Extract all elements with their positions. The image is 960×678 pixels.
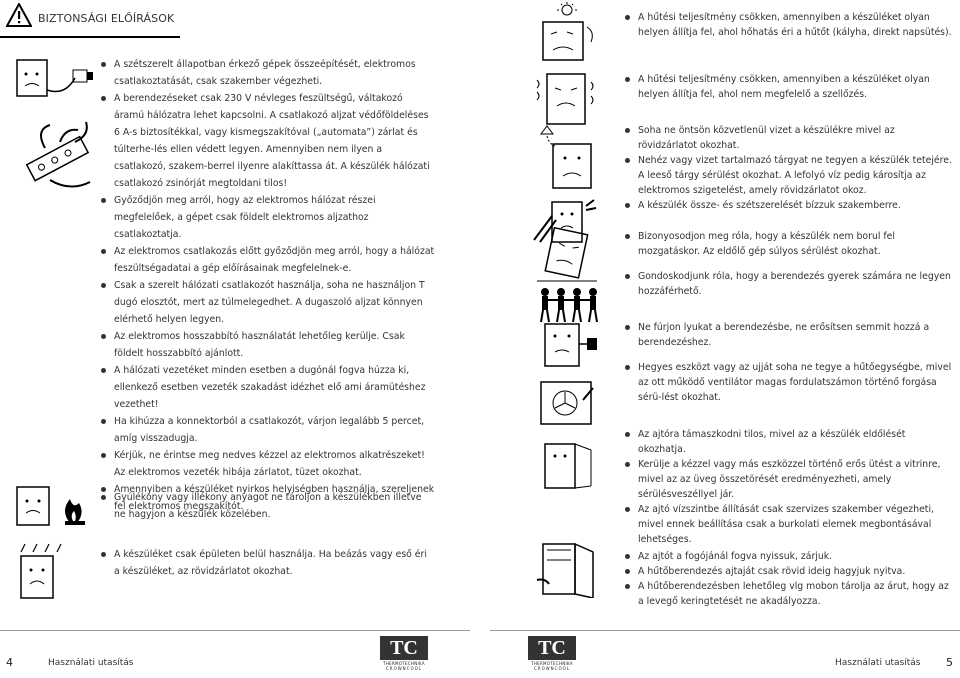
list-item: Az ajtót a fogójánál fogva nyissuk, zárjuk. xyxy=(624,549,952,564)
list-item: A hűtőberendezésben lehetőleg vlg mobon tárolja az árut, hogy az a levegő keringtetését ne akadályozza. xyxy=(624,579,952,609)
fridge-fan-illustration xyxy=(535,378,600,428)
page-number-right: 5 xyxy=(946,656,953,669)
brand-logo-right xyxy=(528,636,576,676)
list-item: A hűtőberendezés ajtaját csak rövid ideig hagyjuk nyitva. xyxy=(624,564,952,579)
fridge-sun-illustration xyxy=(535,2,600,64)
list-item: Az ajtó vízszintbe állítását csak szervizes szakember végezheti, mivel ennek beállítása csak a burkolati elemek megbontásával lehetséges. xyxy=(624,502,952,547)
fridge-door-lean-illustration xyxy=(535,440,600,490)
left-safety-list xyxy=(100,56,435,515)
fridge-fire-illustration xyxy=(15,483,100,528)
logo-letters: TC xyxy=(380,636,428,660)
fridge-drill-illustration xyxy=(535,320,600,368)
list-item: Ne fúrjon lyukat a berendezésbe, ne erősítsen semmit hozzá a berendezéshez. xyxy=(624,320,952,350)
right-bullet-9 xyxy=(624,360,952,405)
brand-logo-left xyxy=(380,636,428,676)
logo-line-1: THERMOTECHNIKA xyxy=(383,661,425,666)
list-item: Az ajtóra támaszkodni tilos, mivel az a készülék eldőlését okozhatja. xyxy=(624,427,952,457)
fridge-door-open-illustration xyxy=(535,540,600,598)
power-strip-illustration xyxy=(20,120,95,195)
page-number-left: 4 xyxy=(6,656,13,669)
right-bullets-3-5 xyxy=(624,123,952,213)
list-item: Kérjük, ne érintse meg nedves kézzel az elektromos alkatrészeket! Az elektromos vezeték hibája zárlatot, tüzet okozhat. xyxy=(100,447,435,481)
list-item: Nehéz vagy vizet tartalmazó tárgyat ne tegyen a készülék tetejére. A leeső tárgy sérülést okozhat. A lefolyó víz pedig károsítja az elektromos szigetelést, amely rövidzárlatot okoz. xyxy=(624,153,952,198)
fridge-tipping-illustration xyxy=(535,225,600,283)
list-item: Csak a szerelt hálózati csatlakozót használja, soha ne használjon T dugó elosztót, mert az túlmelegedhet. A dugaszoló aljzat könnyen elérhető helyen legyen. xyxy=(100,277,435,328)
left-indoor-list xyxy=(100,546,435,580)
list-item: Ha kihúzza a konnektorból a csatlakozót, várjon legalább 5 percet, amíg visszadugja. xyxy=(100,413,435,447)
section-header xyxy=(0,0,175,36)
list-item: A készülék össze- és szétszerelését bízzuk szakemberre. xyxy=(624,198,952,213)
right-bullet-6 xyxy=(624,229,952,259)
list-item: Győződjön meg arról, hogy az elektromos hálózat részei megfelelőek, a gépet csak földelt elektromos aljzathoz csatlakoztatja. xyxy=(100,192,435,243)
list-item: Gyúlékony vagy illékony anyagot ne tároljon a készülékben illetve ne hagyjon a készülék közelében. xyxy=(100,489,435,523)
list-item: A készüléket csak épületen belül használja. Ha beázás vagy eső éri a készüléket, az rövidzárlatot okozhat. xyxy=(100,546,435,580)
right-bullet-7 xyxy=(624,269,952,299)
list-item: A hűtési teljesítmény csökken, amennyiben a készüléket olyan helyen állítja fel, ahol hőhatás éri a hűtőt (kályha, direkt napsütés). xyxy=(624,10,952,40)
list-item: Kerülje a kézzel vagy más eszközzel történő erős ütést a vitrinre, mivel az az üveg összetörését eredményezheti, amely sérülésveszéllyel jár. xyxy=(624,457,952,502)
right-bullet-8 xyxy=(624,320,952,350)
header-rule xyxy=(0,36,180,38)
fridge-rain-illustration xyxy=(15,542,100,602)
fridge-ventilation-illustration xyxy=(535,70,600,128)
fridge-water-illustration xyxy=(535,122,600,190)
list-item: A hűtési teljesítmény csökken, amennyiben a készüléket olyan helyen állítja fel, ahol nem megfelelő a szellőzés. xyxy=(624,72,952,102)
left-flammable-list xyxy=(100,489,435,523)
list-item: Gondoskodjunk róla, hogy a berendezés gyerek számára ne legyen hozzáférhető. xyxy=(624,269,952,299)
right-bullet-1 xyxy=(624,10,952,40)
logo-letters: TC xyxy=(528,636,576,660)
right-bullets-10-12 xyxy=(624,427,952,547)
list-item: Bizonyosodjon meg róla, hogy a készülék nem borul fel mozgatáskor. Az eldőlő gép súlyos sérülést okozhat. xyxy=(624,229,952,259)
logo-line-2: CROWNCOOL xyxy=(534,666,570,671)
fridge-plug-illustration xyxy=(15,56,100,101)
warning-triangle-icon xyxy=(6,3,32,27)
list-item: Az elektromos hosszabbító használatát lehetőleg kerülje. Csak földelt hosszabbító ajánlott. xyxy=(100,328,435,362)
footer-text-right: Használati utasítás xyxy=(835,658,921,668)
list-item: Amennyiben a készüléket nyirkos helyiségben használja, szereljenek fel elektromos megszakítót. xyxy=(100,481,435,515)
footer-text-left: Használati utasítás xyxy=(48,658,134,668)
footer-rule-left xyxy=(0,630,470,631)
list-item: A berendezéseket csak 230 V névleges feszültségű, váltakozó áramú hálózatra lehet kapcsolni. A csatlakozó aljzat védőföldeléses 6 A-s biztosítékkal, vagy kismegszakítóval („automata”) zárlat és túlterhe-lés ellen védett legyen. Amennyiben nem ilyen a csatlakozó, szakem-berrel ilyenre alakíttassa át. A készülék hálózati csatlakozó zsinórját megtoldani tilos! xyxy=(100,90,435,192)
footer-rule-right xyxy=(490,630,960,631)
children-illustration xyxy=(535,286,600,324)
list-item: Az elektromos csatlakozás előtt győződjön meg arról, hogy a hálózat feszültségadatai a gép előírásainak megfelelnek-e. xyxy=(100,243,435,277)
logo-line-1: THERMOTECHNIKA xyxy=(531,661,573,666)
list-item: A szétszerelt állapotban érkező gépek összeépítését, elektromos csatlakoztatását, csak szakember végezheti. xyxy=(100,56,435,90)
right-bullets-13-15 xyxy=(624,549,952,609)
logo-line-2: CROWNCOOL xyxy=(386,666,422,671)
list-item: Hegyes eszközt vagy az ujját soha ne tegye a hűtőegységbe, mivel az ott működő ventilátor magas fordulatszámon történő forgása sérü-lést okozhat. xyxy=(624,360,952,405)
section-title: BIZTONSÁGI ELŐÍRÁSOK xyxy=(38,12,175,25)
list-item: A hálózati vezetéket minden esetben a dugónál fogva húzza ki, ellenkező esetben vezeték szakadást idézhet elő ami áramütéshez vezethet! xyxy=(100,362,435,413)
list-item: Soha ne öntsön közvetlenül vizet a készülékre mivel az rövidzárlatot okozhat. xyxy=(624,123,952,153)
right-bullet-2 xyxy=(624,72,952,102)
